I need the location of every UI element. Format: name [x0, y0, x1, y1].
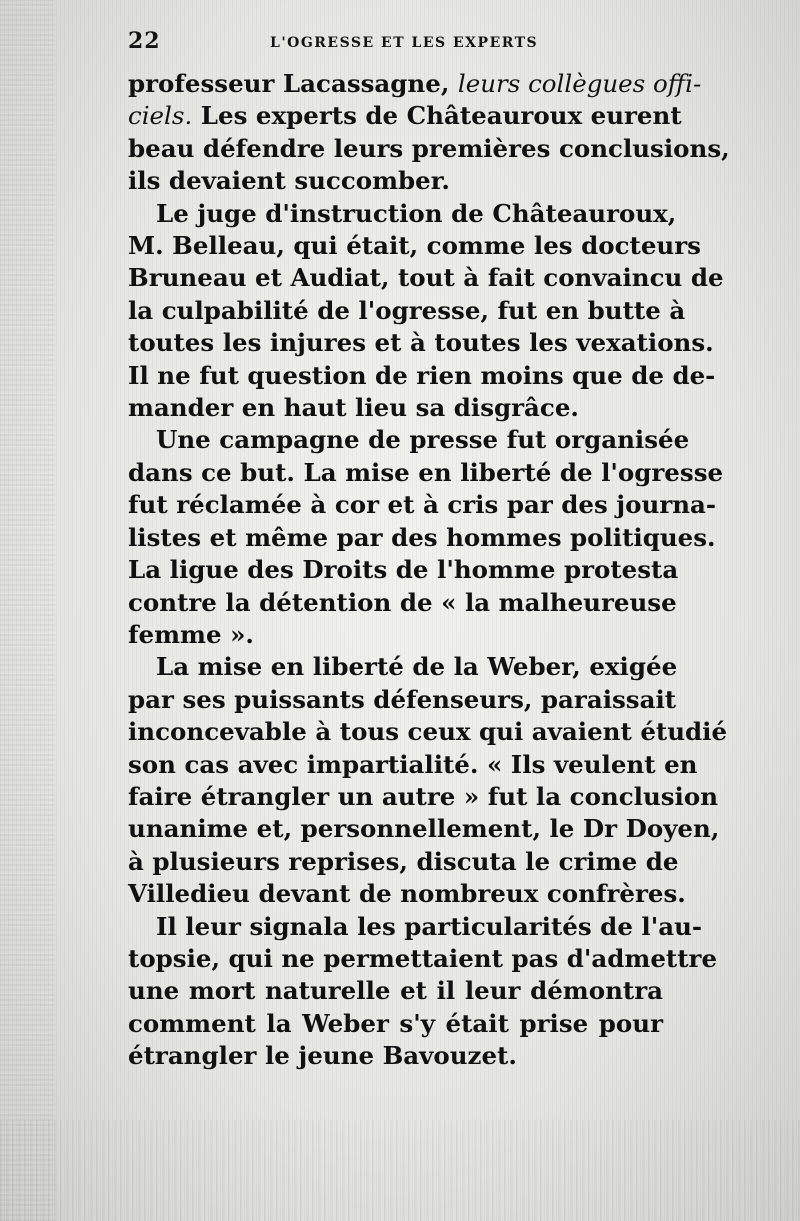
text-line: une mort naturelle et il leur démontra — [128, 976, 663, 1006]
text-line: dans ce but. La mise en liberté de l'ogresse — [128, 457, 724, 487]
text-line: beau défendre leurs premières conclusions, — [128, 133, 730, 163]
text-line: Villedieu devant de nombreux confrères. — [128, 879, 686, 909]
text-line: ils devaient succomber. — [128, 166, 450, 196]
text-line: topsie, qui ne permettaient pas d'admettre — [128, 943, 718, 973]
text-line: comment la Weber s'y était prise pour — [128, 1008, 663, 1038]
text-line: faire étrangler un autre » fut la conclusion — [128, 781, 719, 811]
text-line: La mise en liberté de la Weber, exigée — [156, 652, 678, 682]
text-line: La ligue des Droits de l'homme protesta — [128, 555, 679, 585]
text-line: Il ne fut question de rien moins que de de- — [128, 360, 716, 390]
running-title: L'OGRESSE ET LES EXPERTS — [270, 35, 539, 51]
text-line: unanime et, personnellement, le Dr Doyen, — [128, 814, 720, 844]
text-line: ciels. Les experts de Châteauroux eurent — [128, 101, 682, 131]
text-line: son cas avec impartialité. « Ils veulent en — [128, 749, 698, 779]
text-line: par ses puissants défenseurs, paraissait — [128, 684, 677, 714]
body-text — [128, 68, 730, 1073]
text-line: toutes les injures et à toutes les vexations. — [128, 328, 714, 358]
text-line: listes et même par des hommes politiques. — [128, 522, 716, 552]
text-line: M. Belleau, qui était, comme les docteurs — [128, 231, 701, 261]
text-line: femme ». — [128, 619, 254, 649]
scan-noise-left — [0, 0, 55, 1221]
text-line: Bruneau et Audiat, tout à fait convaincu de — [128, 263, 724, 293]
text-line: Une campagne de presse fut organisée — [156, 425, 690, 455]
text-line: mander en haut lieu sa disgrâce. — [128, 393, 579, 423]
text-line: professeur Lacassagne, leurs collègues offi- — [128, 69, 702, 98]
page-header — [128, 28, 663, 58]
text-line: inconcevable à tous ceux qui avaient étudié — [128, 717, 728, 747]
page-number: 22 — [128, 28, 161, 54]
text-line: Il leur signala les particularités de l'au- — [156, 911, 703, 941]
text-line: fut réclamée à cor et à cris par des journa- — [128, 490, 717, 520]
text-line: contre la détention de « la malheureuse — [128, 587, 677, 617]
text-line: à plusieurs reprises, discuta le crime de — [128, 846, 679, 876]
text-line: étrangler le jeune Bavouzet. — [128, 1041, 517, 1071]
text-line: la culpabilité de l'ogresse, fut en butte à — [128, 295, 686, 325]
text-line: Le juge d'instruction de Châteauroux, — [156, 198, 677, 228]
scan-noise-bottom — [0, 1120, 800, 1221]
